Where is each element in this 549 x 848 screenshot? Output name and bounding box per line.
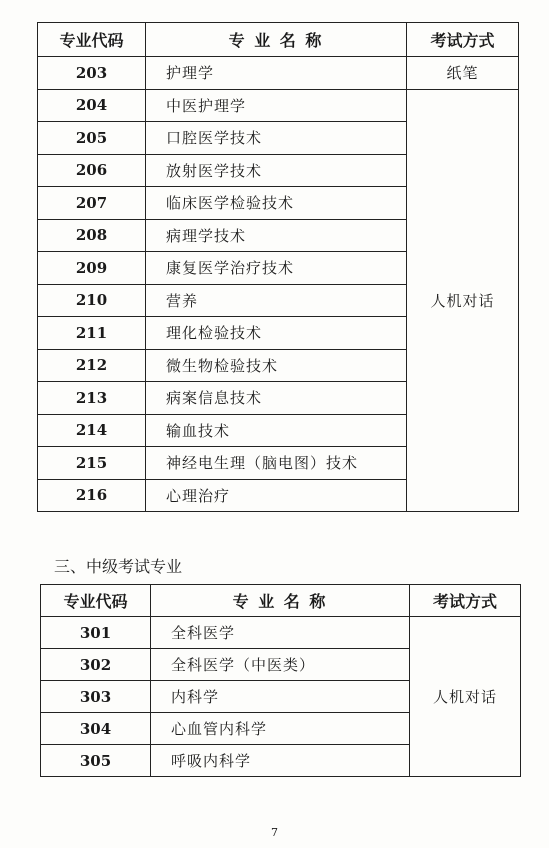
row-name: 全科医学: [151, 617, 410, 649]
table-header-row: [38, 23, 519, 57]
row-code: 213: [38, 382, 146, 415]
exam-method-cell: 纸笔: [407, 57, 519, 90]
row-name: 心理治疗: [146, 479, 407, 512]
row-name: 神经电生理（脑电图）技术: [146, 447, 407, 480]
row-code: 207: [38, 187, 146, 220]
row-name: 中医护理学: [146, 89, 407, 122]
row-code: 216: [38, 479, 146, 512]
page-number: 7: [271, 826, 278, 839]
row-code: 303: [41, 681, 151, 713]
row-name: 心血管内科学: [151, 713, 410, 745]
row-name: 放射医学技术: [146, 154, 407, 187]
row-name: 护理学: [146, 57, 407, 90]
row-name: 临床医学检验技术: [146, 187, 407, 220]
row-name: 微生物检验技术: [146, 349, 407, 382]
header-method: 考试方式: [410, 585, 521, 617]
row-code: 203: [38, 57, 146, 90]
row-name: 营养: [146, 284, 407, 317]
intermediate-exam-table: [40, 584, 521, 777]
header-method: 考试方式: [407, 23, 519, 57]
row-code: 206: [38, 154, 146, 187]
table-header-row: [41, 585, 521, 617]
row-code: 205: [38, 122, 146, 155]
row-code: 209: [38, 252, 146, 285]
primary-exam-table: [37, 22, 519, 512]
row-name: 口腔医学技术: [146, 122, 407, 155]
row-code: 215: [38, 447, 146, 480]
row-code: 301: [41, 617, 151, 649]
header-name: 专 业 名 称: [146, 23, 407, 57]
row-name: 呼吸内科学: [151, 745, 410, 777]
row-name: 病理学技术: [146, 219, 407, 252]
row-code: 208: [38, 219, 146, 252]
row-code: 305: [41, 745, 151, 777]
table-row: [38, 89, 519, 122]
row-name: 全科医学（中医类）: [151, 649, 410, 681]
row-code: 212: [38, 349, 146, 382]
row-code: 210: [38, 284, 146, 317]
row-name: 康复医学治疗技术: [146, 252, 407, 285]
row-code: 211: [38, 317, 146, 350]
exam-method-cell: 人机对话: [407, 89, 519, 512]
row-name: 病案信息技术: [146, 382, 407, 415]
row-code: 302: [41, 649, 151, 681]
table-row: [41, 617, 521, 649]
table-row: [38, 57, 519, 90]
row-name: 输血技术: [146, 414, 407, 447]
exam-method-cell: 人机对话: [410, 617, 521, 777]
header-name: 专 业 名 称: [151, 585, 410, 617]
header-code: 专业代码: [38, 23, 146, 57]
header-code: 专业代码: [41, 585, 151, 617]
row-name: 理化检验技术: [146, 317, 407, 350]
row-code: 304: [41, 713, 151, 745]
section-heading: 三、中级考试专业: [54, 557, 183, 576]
row-name: 内科学: [151, 681, 410, 713]
row-code: 214: [38, 414, 146, 447]
row-code: 204: [38, 89, 146, 122]
